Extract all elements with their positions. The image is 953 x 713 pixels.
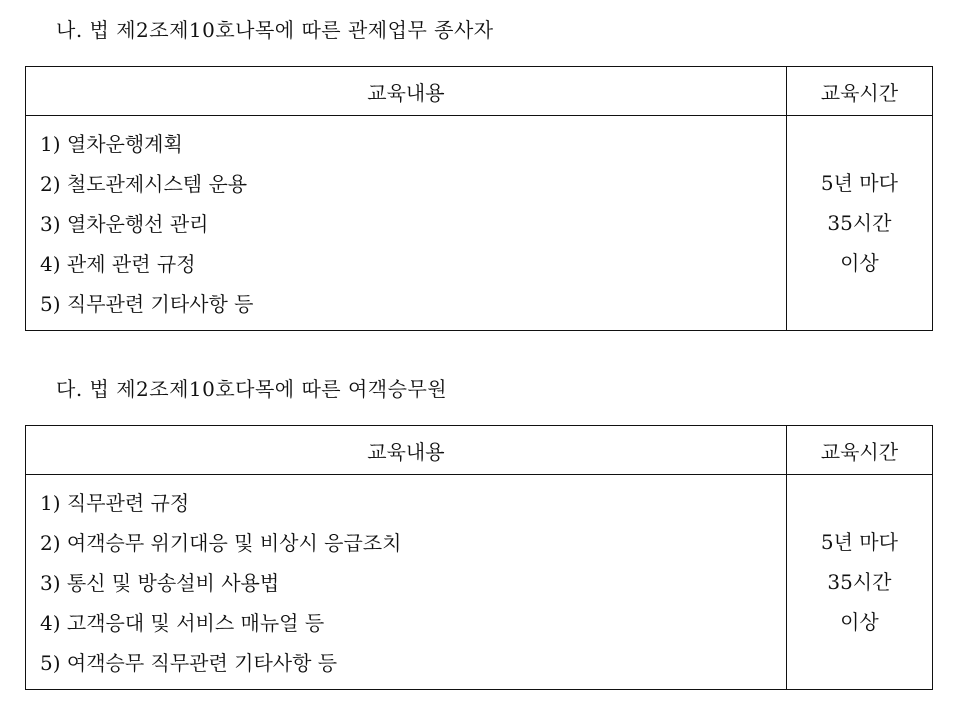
header-education-time: 교육시간 [786,426,932,475]
time-line: 이상 [840,610,879,634]
table-row [26,116,933,331]
education-time-cell [786,116,932,331]
education-content-cell [26,116,787,331]
education-table-passenger-crew [25,425,933,690]
education-content-cell [26,475,787,690]
section-heading-da: 다. 법 제2조제10호다목에 따른 여객승무원 [56,377,448,401]
time-line: 5년 마다 [820,171,898,195]
education-table-traffic-control [25,66,933,331]
time-line: 5년 마다 [820,530,898,554]
list-item: 4) 고객응대 및 서비스 매뉴얼 등 [40,611,325,635]
list-item: 5) 직무관련 기타사항 등 [40,292,254,316]
header-education-content: 교육내용 [26,426,787,475]
list-item: 3) 열차운행선 관리 [40,212,209,236]
table-header-row [26,67,933,116]
header-education-time: 교육시간 [786,67,932,116]
education-content-list [40,483,786,683]
time-line: 이상 [840,251,879,275]
table-header-row [26,426,933,475]
list-item: 1) 열차운행계획 [40,132,183,156]
list-item: 2) 여객승무 위기대응 및 비상시 응급조치 [40,531,402,555]
education-content-list [40,124,786,324]
list-item: 3) 통신 및 방송설비 사용법 [40,571,280,595]
table-row [26,475,933,690]
education-time-cell [786,475,932,690]
list-item: 1) 직무관련 규정 [40,491,190,515]
section-heading-na: 나. 법 제2조제10호나목에 따른 관제업무 종사자 [56,18,494,42]
time-line: 35시간 [827,570,892,594]
list-item: 4) 관제 관련 규정 [40,252,196,276]
time-line: 35시간 [827,211,892,235]
list-item: 5) 여객승무 직무관련 기타사항 등 [40,651,338,675]
list-item: 2) 철도관제시스템 운용 [40,172,248,196]
header-education-content: 교육내용 [26,67,787,116]
